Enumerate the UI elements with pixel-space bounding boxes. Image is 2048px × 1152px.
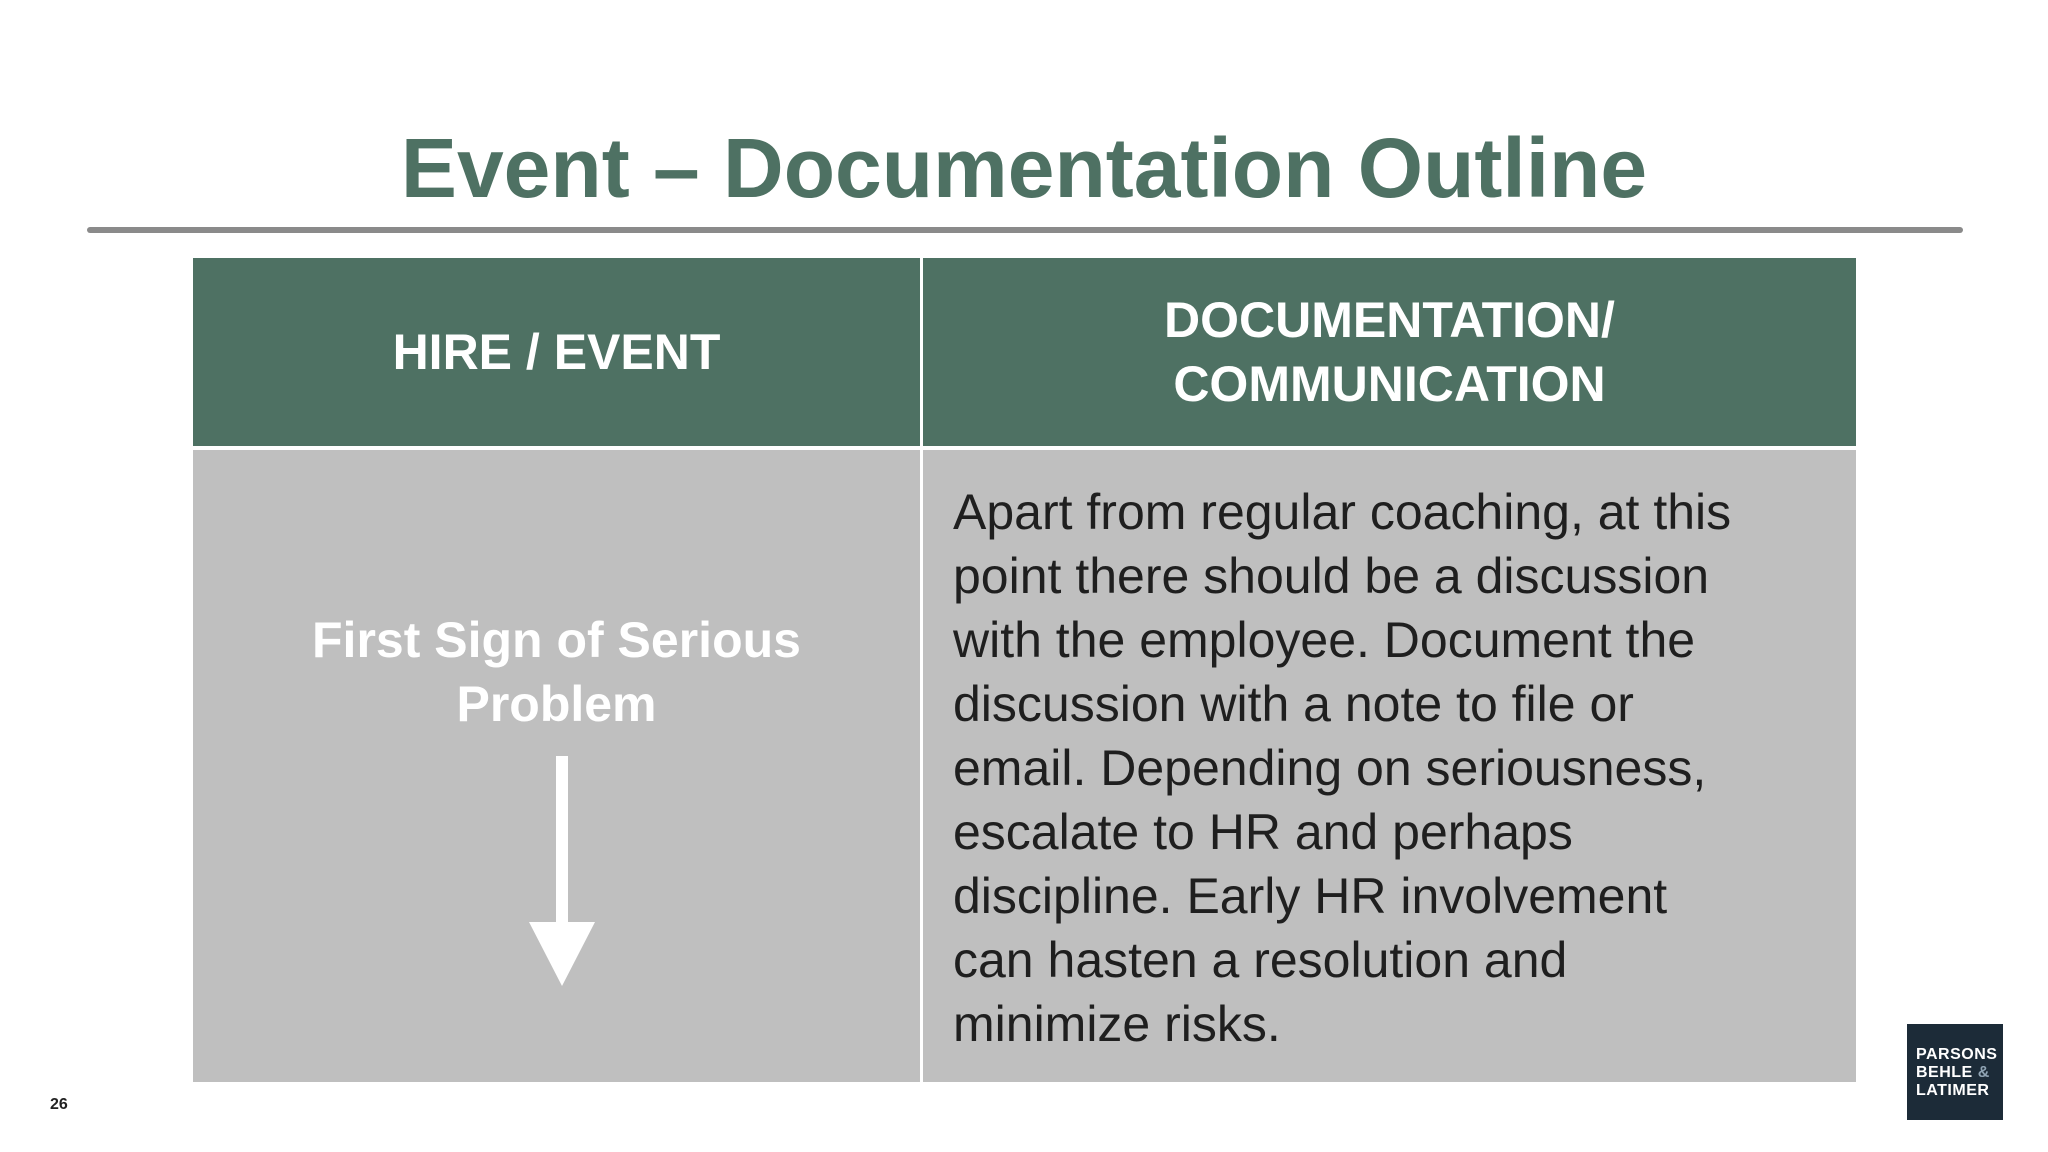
title-divider xyxy=(87,227,1963,233)
slide-title: Event – Documentation Outline xyxy=(400,121,1648,215)
logo-ampersand: & xyxy=(1977,1064,1990,1081)
event-label: First Sign of Serious Problem xyxy=(312,612,801,732)
firm-logo xyxy=(1907,1024,2003,1120)
header-documentation-communication: DOCUMENTATION/ COMMUNICATION xyxy=(923,258,1856,446)
page-number: 26 xyxy=(50,1096,68,1113)
logo-line-1: PARSONS xyxy=(1916,1046,1998,1063)
logo-behle: BEHLE xyxy=(1916,1064,1973,1081)
header-hire-event: HIRE / EVENT xyxy=(193,258,920,446)
logo-line-2 xyxy=(1916,1064,2003,1082)
documentation-table xyxy=(193,258,1856,1082)
documentation-text: Apart from regular coaching, at this point there should be a discussion with the employee. Document the discussion with a note to file or email. Depending on seriousness, escalate to HR and perhaps discipline. Early HR involvement can hasten a resolution and minimize risks. xyxy=(953,484,1732,1052)
logo-line-3: LATIMER xyxy=(1916,1082,1990,1099)
documentation-cell xyxy=(923,450,1856,1082)
arrow-down-icon xyxy=(529,756,595,986)
event-cell xyxy=(193,450,920,1082)
